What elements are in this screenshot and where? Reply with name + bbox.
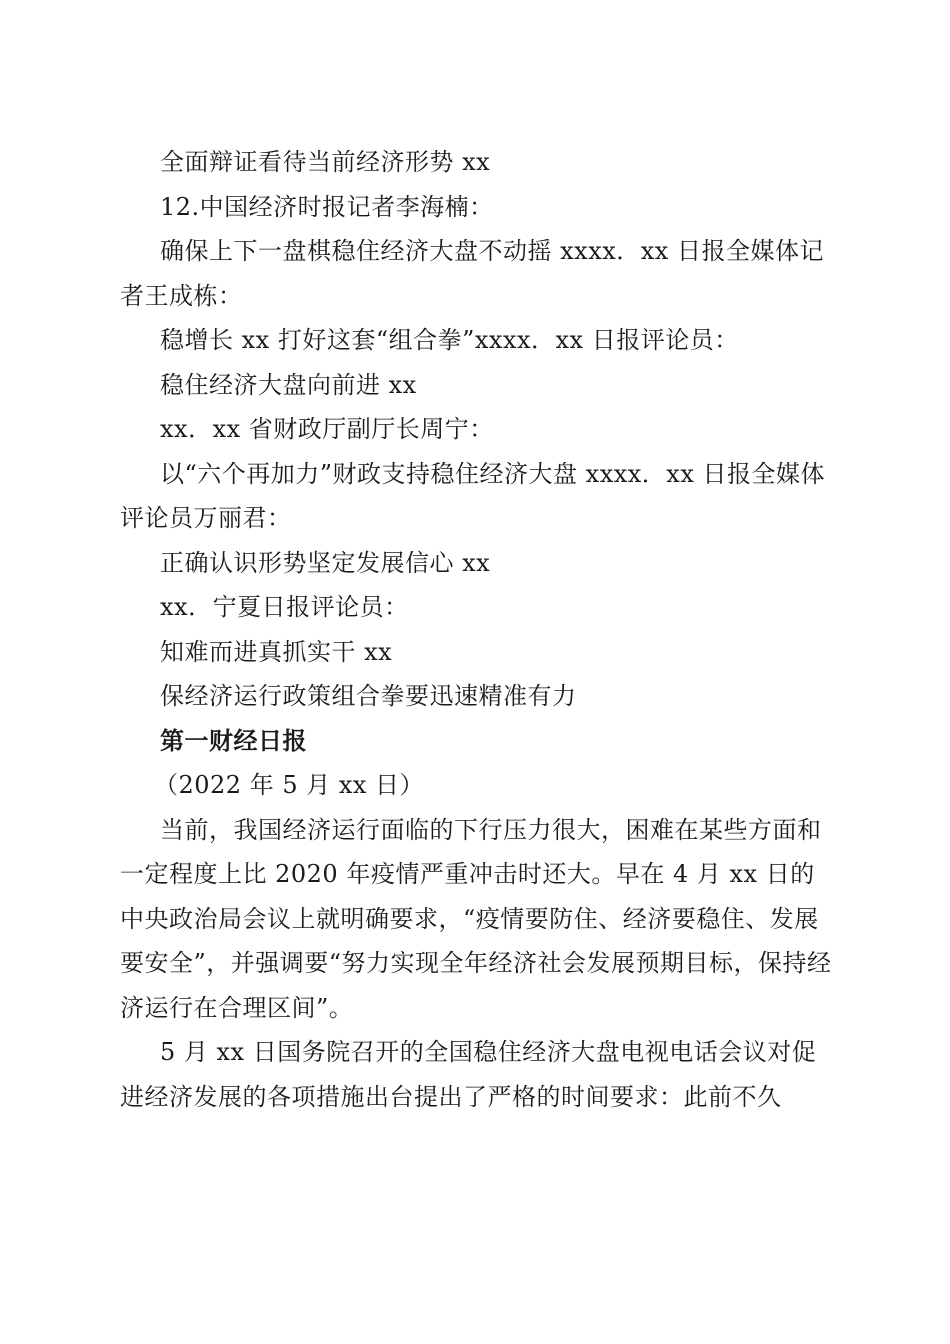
body-paragraph-1: 当前，我国经济运行面临的下行压力很大，困难在某些方面和一定程度上比 2020 年疫情严重冲击时还大。早在 4 月 xx 日的中央政治局会议上就明确要求，“疫情要防住、经济要稳住、发展要安全”，并强调要“努力实现全年经济社会发展预期目标，保持经济运行在合理区间”。	[120, 815, 832, 1022]
source-heading: 第一财经日报	[160, 725, 307, 755]
paragraph-5: 稳住经济大盘向前进 xx	[160, 370, 417, 399]
date-line: （2022 年 5 月 xx 日）	[154, 771, 425, 799]
document-body	[120, 140, 832, 1119]
paragraph-9: xx．宁夏日报评论员：	[160, 593, 409, 621]
body-paragraph-2: 5 月 xx 日国务院召开的全国稳住经济大盘电视电话会议对促进经济发展的各项措施出台提出了严格的时间要求：此前不久	[120, 1038, 817, 1111]
paragraph-11: 保经济运行政策组合拳要迅速精准有力	[160, 682, 577, 710]
paragraph-1: 全面辩证看待当前经济形势 xx	[160, 148, 491, 176]
paragraph-8: 正确认识形势坚定发展信心 xx	[160, 548, 491, 577]
paragraph-3: 确保上下一盘棋稳住经济大盘不动摇 xxxx．xx 日报全媒体记者王成栋：	[120, 237, 824, 310]
paragraph-6: xx．xx 省财政厅副厅长周宁：	[160, 415, 494, 443]
paragraph-7: 以“六个再加力”财政支持稳住经济大盘 xxxx．xx 日报全媒体评论员万丽君：	[120, 459, 826, 532]
paragraph-10: 知难而进真抓实干 xx	[160, 637, 393, 666]
paragraph-4: 稳增长 xx 打好这套“组合拳”xxxx．xx 日报评论员：	[160, 326, 739, 354]
paragraph-2: 12.中国经济时报记者李海楠：	[160, 192, 494, 221]
